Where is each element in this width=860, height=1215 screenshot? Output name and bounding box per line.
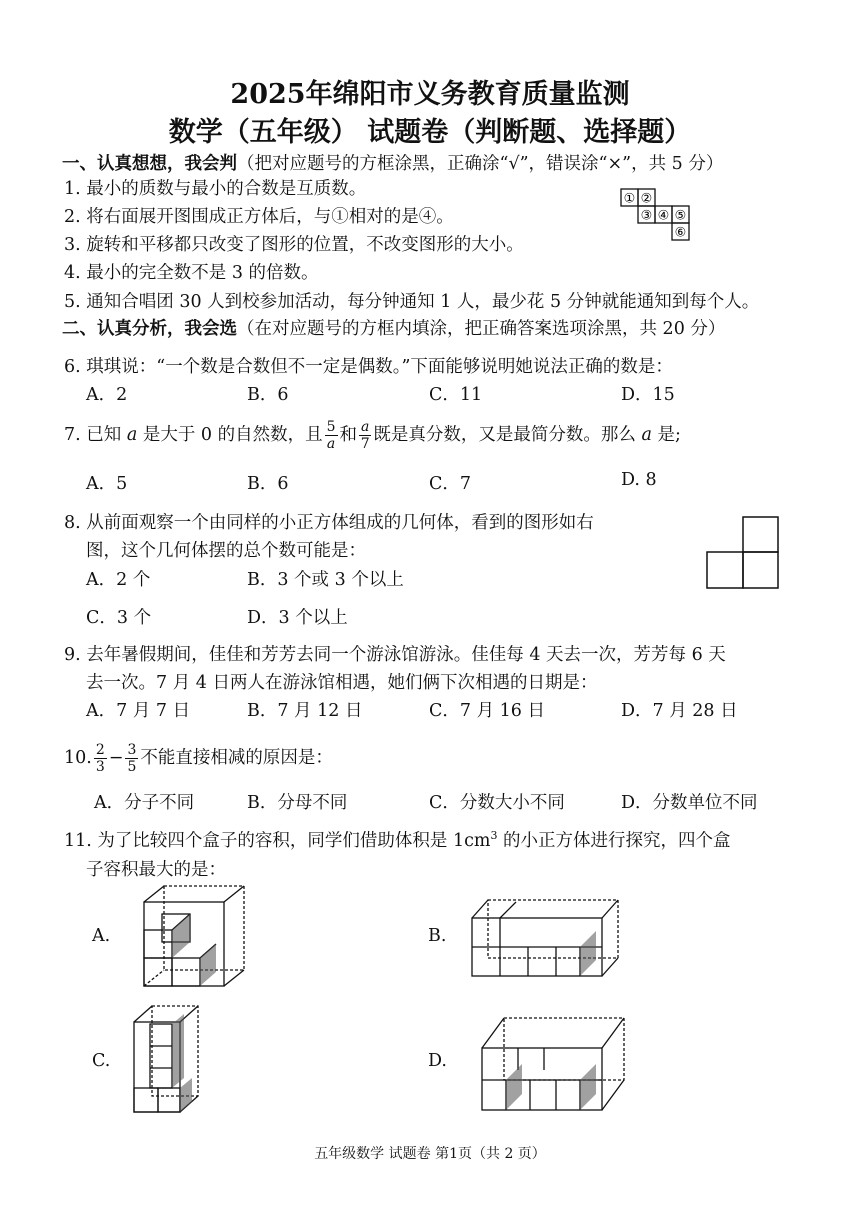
item-number: 2. <box>64 207 81 227</box>
superscript: 3 <box>490 829 498 843</box>
q7-text: 是; <box>651 425 681 445</box>
question-6-stem: 6. 琪琪说：“一个数是合数但不一定是偶数。”下面能够说明她说法正确的数是： <box>64 357 673 377</box>
q10-fraction-2 <box>125 742 138 775</box>
q6-option-b: B．6 <box>247 385 289 405</box>
q7-option-a: A．5 <box>86 474 128 494</box>
judge-item-3 <box>64 231 524 256</box>
question-9-stem-line2: 去一次。7 月 4 日两人在游泳馆相遇，她们俩下次相遇的日期是： <box>86 673 598 693</box>
q11-label-d: D. <box>428 1051 447 1071</box>
q7-fraction-2 <box>359 419 371 452</box>
q10-option-c: C．分数大小不同 <box>429 793 565 813</box>
judge-item-2 <box>64 203 454 228</box>
question-8-stem-line1: 8. 从前面观察一个由同样的小正方体组成的几何体，看到的图形如右 <box>64 513 594 533</box>
cube-net-figure <box>620 188 692 262</box>
question-9-stem-line1: 9. 去年暑假期间，佳佳和芳芳去同一个游泳馆游泳。佳佳每 4 天去一次，芳芳每 6 天 <box>64 645 726 665</box>
q11-label-c: C. <box>92 1051 111 1071</box>
q11-text: 11. 为了比较四个盒子的容积，同学们借助体积是 1cm <box>64 831 491 851</box>
q7-option-b: B．6 <box>247 474 289 494</box>
fraction-denominator: 7 <box>360 436 370 452</box>
item-number: 3. <box>64 235 81 255</box>
q9-option-c: C．7 月 16 日 <box>429 701 545 721</box>
box-figure-c <box>130 1002 202 1116</box>
q11-text: 的小正方体进行探究，四个盒 <box>497 831 731 851</box>
box-figure-d <box>478 1014 628 1114</box>
q6-option-a: A．2 <box>86 385 128 405</box>
section2-heading-bold: 二、认真分析，我会选 <box>62 319 237 339</box>
fraction-denominator: a <box>326 436 336 452</box>
fraction-numerator: 3 <box>127 742 137 758</box>
q7-text: 是大于 0 的自然数，且 <box>137 425 323 445</box>
judge-item-1 <box>64 175 366 200</box>
item-number: 5. <box>64 292 81 312</box>
section2-heading-note: （在对应题号的方框内填涂，把正确答案选项涂黑，共 20 分） <box>237 319 726 339</box>
q8-option-c: C．3 个 <box>86 608 152 628</box>
item-text: 旋转和平移都只改变了图形的位置，不改变图形的大小。 <box>86 235 524 255</box>
fraction-numerator: 2 <box>95 742 105 758</box>
q7-text: 和 <box>339 425 358 445</box>
q7-variable: a <box>641 425 652 445</box>
q11-label-b: B. <box>428 926 447 946</box>
net-label-5: ⑤ <box>674 208 687 224</box>
q10-option-d: D．分数单位不同 <box>621 793 758 813</box>
section1-heading-bold: 一、认真想想，我会判 <box>62 154 237 174</box>
question-11-stem-line1 <box>64 827 731 852</box>
front-view-figure <box>706 516 780 590</box>
net-label-2: ② <box>640 191 653 207</box>
q6-option-d: D．15 <box>621 385 675 405</box>
net-label-3: ③ <box>640 208 653 224</box>
page-footer: 五年级数学 试题卷 第1页（共 2 页） <box>314 1146 546 1162</box>
q9-option-a: A．7 月 7 日 <box>86 701 191 721</box>
box-figure-a <box>138 884 250 992</box>
q8-option-a: A．2 个 <box>86 570 151 590</box>
fraction-denominator: 3 <box>95 759 105 775</box>
q11-label-a: A. <box>92 926 111 946</box>
item-text: 最小的质数与最小的合数是互质数。 <box>86 179 367 199</box>
net-label-6: ⑥ <box>674 225 687 241</box>
q10-number: 10. <box>64 748 92 768</box>
fraction-numerator: a <box>361 419 370 435</box>
q7-variable: a <box>126 425 138 445</box>
section2-heading <box>62 315 725 340</box>
question-8-stem-line2: 图，这个几何体摆的总个数可能是： <box>86 541 366 561</box>
page-title: 2025年绵阳市义务教育质量监测 <box>230 79 630 110</box>
question-10-stem <box>64 742 333 775</box>
q7-option-c: C．7 <box>429 474 472 494</box>
fraction-denominator: 5 <box>127 759 137 775</box>
q6-option-c: C．11 <box>429 385 483 405</box>
fraction-numerator: 5 <box>326 419 336 435</box>
item-text: 最小的完全数不是 3 的倍数。 <box>86 263 319 283</box>
net-label-1: ① <box>623 191 636 207</box>
item-text: 将右面展开图围成正方体后，与①相对的是④。 <box>86 207 454 227</box>
item-number: 1. <box>64 179 81 199</box>
judge-item-4 <box>64 259 319 284</box>
q10-option-a: A．分子不同 <box>94 793 195 813</box>
section1-heading-note: （把对应题号的方框涂黑，正确涂“√”，错误涂“×”，共 5 分） <box>237 154 724 174</box>
box-figure-b <box>470 896 620 980</box>
page-subtitle: 数学（五年级） 试题卷（判断题、选择题） <box>168 117 692 148</box>
q7-option-d: D. 8 <box>621 470 657 490</box>
judge-item-5 <box>64 288 759 313</box>
q10-option-b: B．分母不同 <box>247 793 348 813</box>
question-7-stem <box>64 419 681 452</box>
q7-fraction-1 <box>325 419 338 452</box>
net-label-4: ④ <box>657 208 670 224</box>
q7-text: 既是真分数，又是最简分数。那么 <box>373 425 642 445</box>
minus-sign: − <box>108 748 124 768</box>
question-11-stem-line2: 子容积最大的是： <box>86 860 226 880</box>
q9-option-d: D．7 月 28 日 <box>621 701 738 721</box>
section1-heading <box>62 150 723 175</box>
q8-option-b: B．3 个或 3 个以上 <box>247 570 404 590</box>
q10-text: 不能直接相减的原因是： <box>140 748 333 768</box>
q10-fraction-1 <box>94 742 107 775</box>
item-text: 通知合唱团 30 人到校参加活动，每分钟通知 1 人，最少花 5 分钟就能通知到每个人。 <box>86 292 760 312</box>
q8-option-d: D．3 个以上 <box>247 608 348 628</box>
q7-text: 7. 已知 <box>64 425 127 445</box>
q9-option-b: B．7 月 12 日 <box>247 701 363 721</box>
item-number: 4. <box>64 263 81 283</box>
